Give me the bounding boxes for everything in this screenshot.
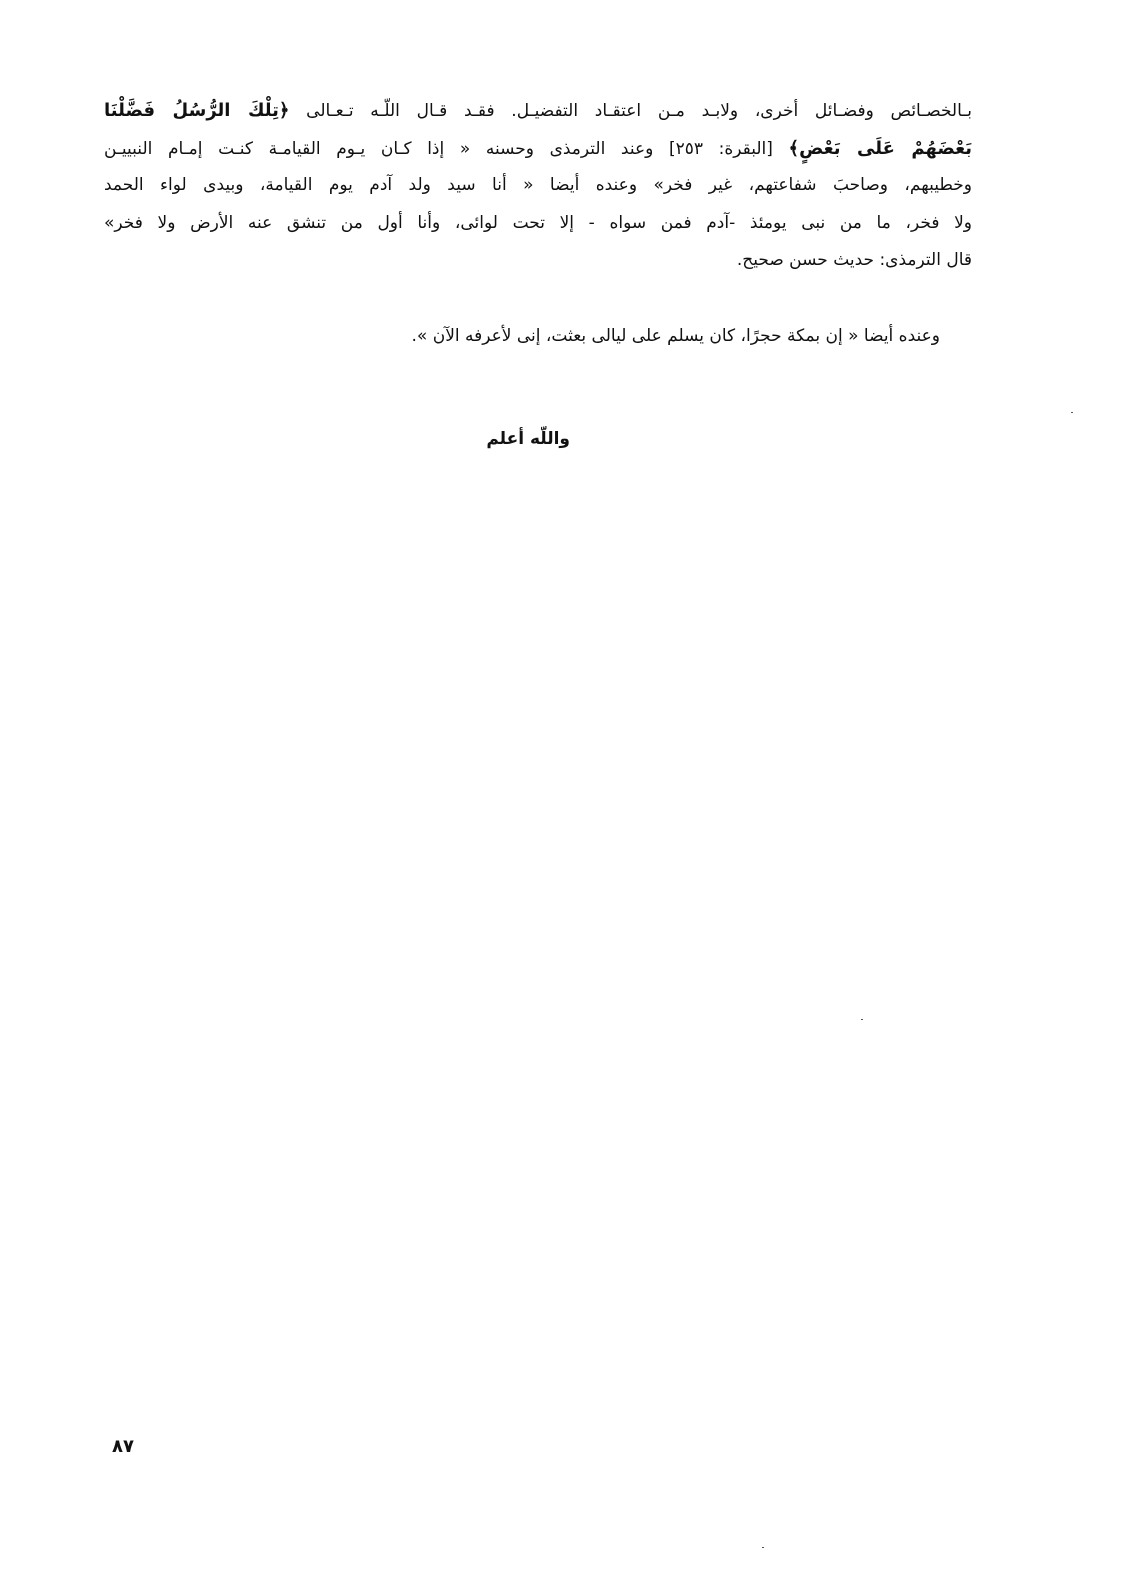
scan-speck [762, 1547, 764, 1548]
paragraph-line-5: قال الترمذى: حديث حسن صحيح. [736, 250, 972, 270]
scan-speck [1071, 412, 1073, 413]
paragraph-line-2 [104, 130, 972, 168]
quran-verse-part-2: بَعْضَهُمْ عَلَى بَعْضٍ﴾ [788, 137, 972, 159]
main-paragraph [104, 92, 972, 280]
closing-phrase: واللّه أعلم [486, 429, 570, 449]
paragraph-line-1-text: بـالخصـائص وفضـائل أخرى، ولابـد مـن اعتقـاد التفضيـل. فقـد قـال اللّـه تـعـالى [289, 101, 972, 121]
paragraph-line-1 [104, 92, 972, 130]
page-number: ٨٧ [112, 1436, 134, 1457]
second-paragraph: وعنده أيضا « إن بمكة حجرًا، كان يسلم على ليالى بعثت، إنى لأعرفه الآن ». [411, 326, 940, 346]
paragraph-line-3: وخطيبهم، وصاحبَ شفاعتهم، غير فخر» وعنده أيضا « أنا سيد ولد آدم يوم القيامة، وبيدى لواء الحمد [104, 175, 972, 195]
paragraph-line-4: ولا فخر، ما من نبى يومئذ -آدم فمن سواه - إلا تحت لوائى، وأنا أول من تنشق عنه الأرض ولا فخر» [104, 212, 972, 233]
paragraph-line-2-text: [البقرة: ٢٥٣] وعند الترمذى وحسنه « إذا كـان يـوم القيامـة كنـت إمـام النبييـن [104, 138, 789, 159]
quran-verse-part-1: ﴿تِلْكَ الرُّسُلُ فَضَّلْنَا [104, 100, 290, 121]
scan-speck [861, 1019, 863, 1020]
